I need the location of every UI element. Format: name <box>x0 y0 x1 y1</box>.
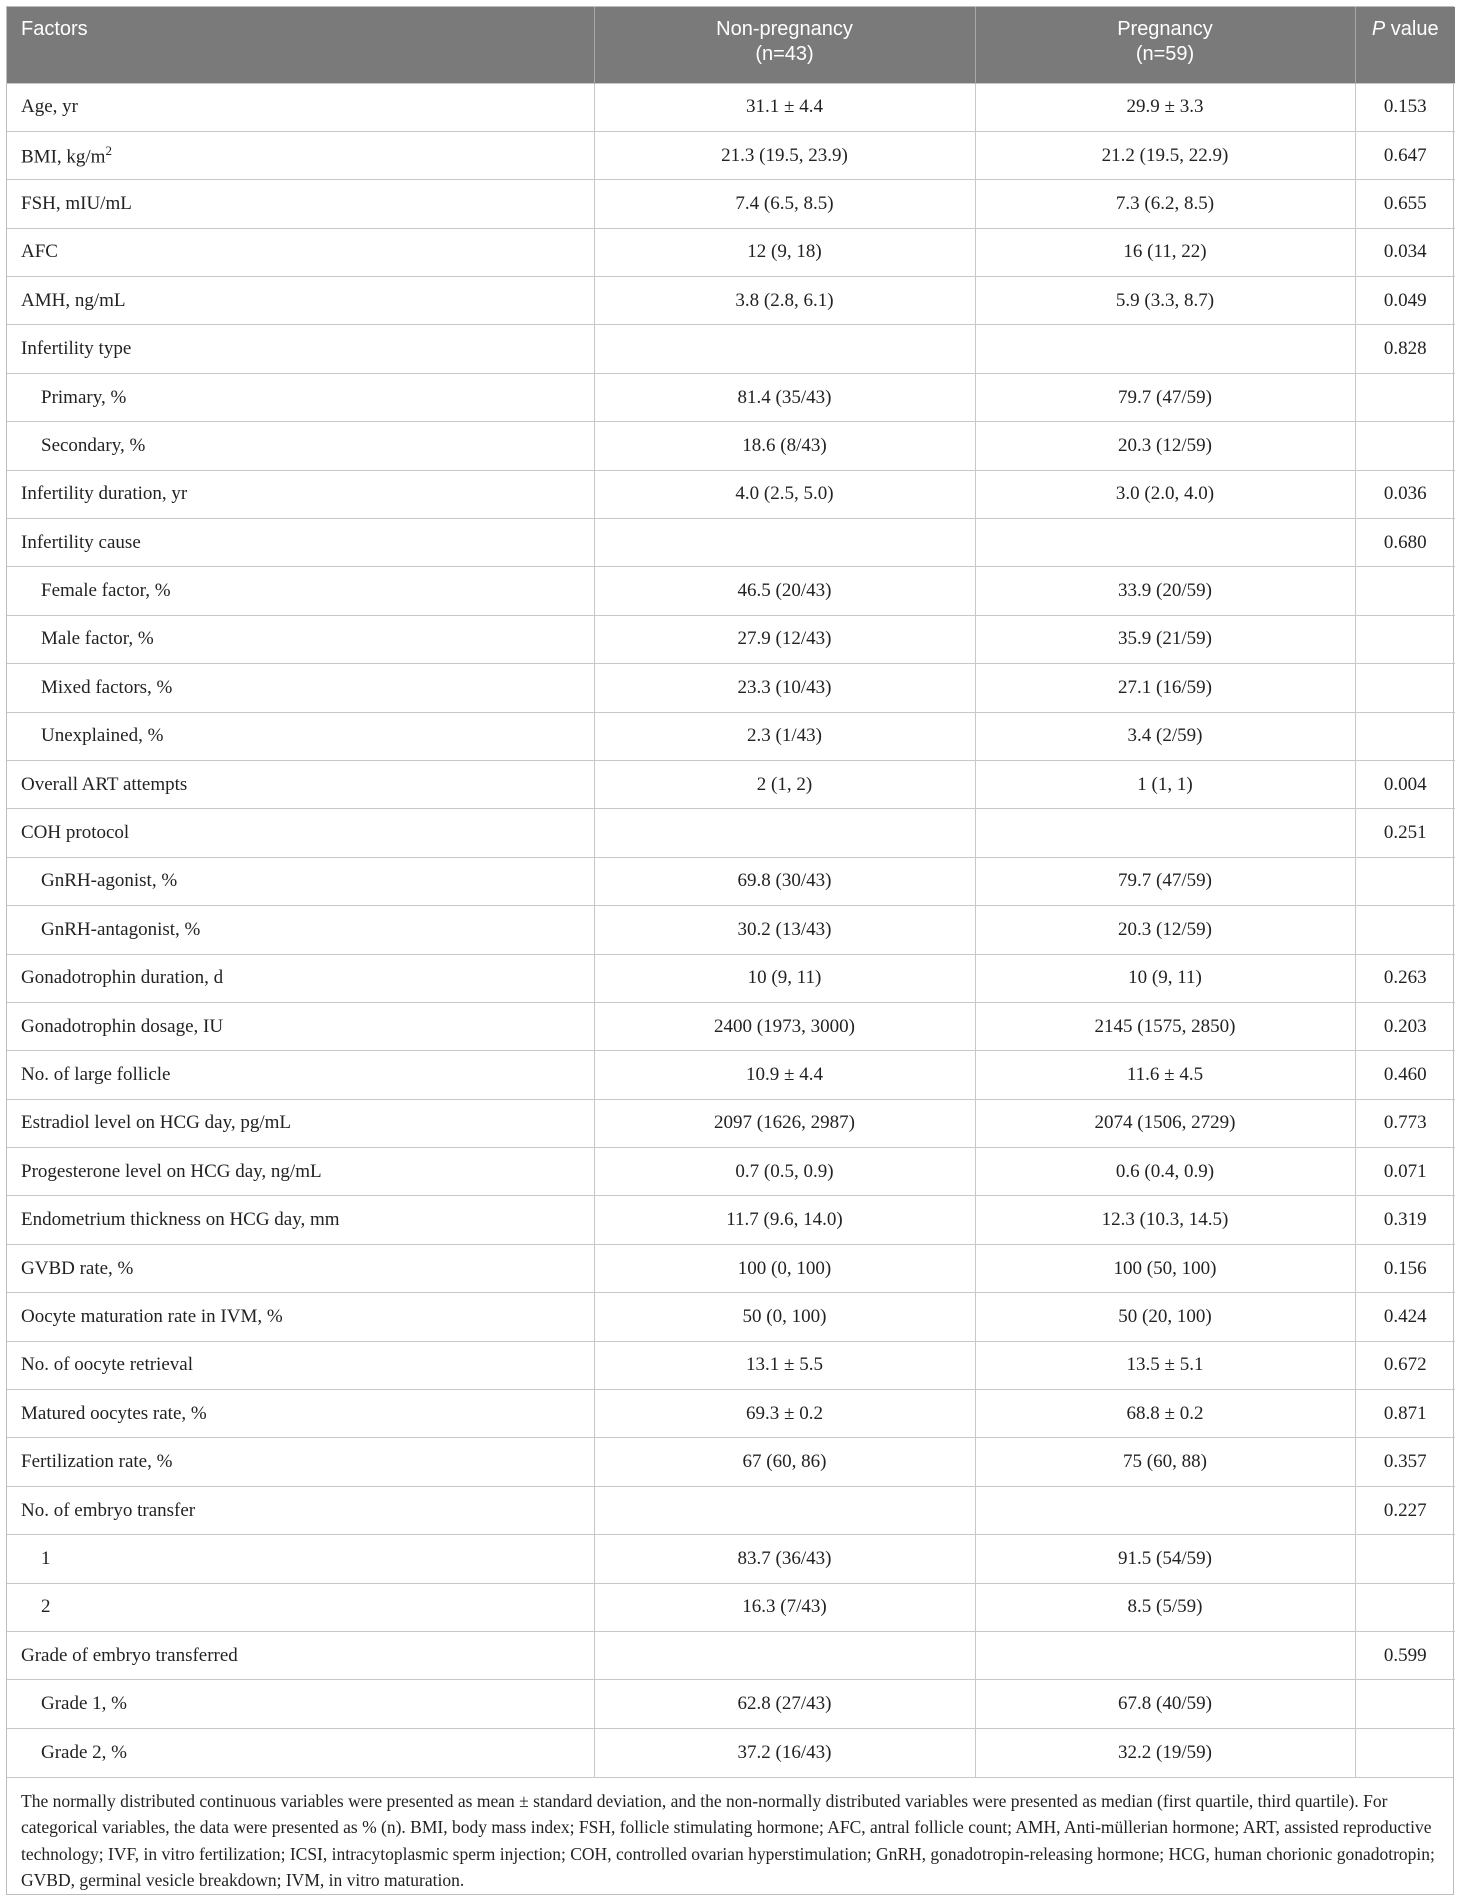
factor-label: Grade of embryo transferred <box>21 1644 238 1666</box>
cell-non-pregnancy: 83.7 (36/43) <box>594 1535 975 1583</box>
cell-factor <box>7 470 594 518</box>
table-row <box>7 470 1455 518</box>
cell-p-value <box>1355 567 1455 615</box>
cell-p-value <box>1355 906 1455 954</box>
cell-pregnancy: 20.3 (12/59) <box>975 422 1355 470</box>
cell-factor <box>7 1728 594 1776</box>
table-row <box>7 1148 1455 1196</box>
table-row <box>7 1051 1455 1099</box>
cell-factor <box>7 277 594 325</box>
cell-pregnancy: 32.2 (19/59) <box>975 1728 1355 1776</box>
cell-factor <box>7 1632 594 1680</box>
cell-pregnancy: 50 (20, 100) <box>975 1293 1355 1341</box>
cell-pregnancy <box>975 519 1355 567</box>
header-non-pregnancy-label: Non-pregnancy <box>716 18 853 40</box>
header-row <box>7 7 1455 83</box>
header-p-italic: P <box>1371 18 1386 40</box>
cell-non-pregnancy <box>594 1486 975 1534</box>
cell-p-value: 0.828 <box>1355 325 1455 373</box>
cell-factor <box>7 1486 594 1534</box>
cell-pregnancy <box>975 325 1355 373</box>
header-p-value <box>1355 7 1455 83</box>
cell-non-pregnancy <box>594 519 975 567</box>
table-row <box>7 131 1455 179</box>
cell-p-value <box>1355 1680 1455 1728</box>
cell-pregnancy: 0.6 (0.4, 0.9) <box>975 1148 1355 1196</box>
table-row <box>7 615 1455 663</box>
cell-pregnancy: 67.8 (40/59) <box>975 1680 1355 1728</box>
cell-p-value <box>1355 664 1455 712</box>
factor-label: BMI, kg/m <box>21 146 106 168</box>
cell-factor <box>7 1293 594 1341</box>
cell-p-value: 0.773 <box>1355 1099 1455 1147</box>
table-row <box>7 1632 1455 1680</box>
cell-factor <box>7 180 594 228</box>
cell-non-pregnancy: 3.8 (2.8, 6.1) <box>594 277 975 325</box>
cell-pregnancy: 20.3 (12/59) <box>975 906 1355 954</box>
cell-pregnancy: 3.0 (2.0, 4.0) <box>975 470 1355 518</box>
table-row <box>7 906 1455 954</box>
cell-non-pregnancy: 27.9 (12/43) <box>594 615 975 663</box>
cell-p-value: 0.871 <box>1355 1390 1455 1438</box>
cell-pregnancy: 29.9 ± 3.3 <box>975 83 1355 131</box>
cell-factor <box>7 615 594 663</box>
table-row <box>7 712 1455 760</box>
cell-p-value: 0.263 <box>1355 954 1455 1002</box>
table-row <box>7 1002 1455 1050</box>
cell-factor <box>7 83 594 131</box>
cell-factor <box>7 422 594 470</box>
cell-factor <box>7 131 594 179</box>
header-p-rest: value <box>1385 18 1439 40</box>
cell-non-pregnancy: 10.9 ± 4.4 <box>594 1051 975 1099</box>
factor-label: GnRH-agonist, % <box>41 870 178 892</box>
cell-factor <box>7 1438 594 1486</box>
cell-pregnancy: 16 (11, 22) <box>975 228 1355 276</box>
cell-factor <box>7 519 594 567</box>
cell-non-pregnancy <box>594 1632 975 1680</box>
factor-label: 1 <box>41 1547 51 1569</box>
table-row <box>7 373 1455 421</box>
cell-pregnancy <box>975 809 1355 857</box>
cell-pregnancy <box>975 1486 1355 1534</box>
cell-pregnancy: 13.5 ± 5.1 <box>975 1341 1355 1389</box>
cell-p-value: 0.647 <box>1355 131 1455 179</box>
cell-non-pregnancy <box>594 325 975 373</box>
factor-label: Oocyte maturation rate in IVM, % <box>21 1305 283 1327</box>
cell-non-pregnancy: 7.4 (6.5, 8.5) <box>594 180 975 228</box>
cell-non-pregnancy: 4.0 (2.5, 5.0) <box>594 470 975 518</box>
header-non-pregnancy-n: (n=43) <box>755 43 814 65</box>
factor-label: Fertilization rate, % <box>21 1451 173 1473</box>
table-row <box>7 1293 1455 1341</box>
factor-label: No. of embryo transfer <box>21 1499 196 1521</box>
cell-p-value: 0.071 <box>1355 1148 1455 1196</box>
factor-label: Male factor, % <box>41 628 154 650</box>
cell-factor <box>7 1099 594 1147</box>
header-pregnancy-label: Pregnancy <box>1117 18 1213 40</box>
factor-label: Matured oocytes rate, % <box>21 1402 207 1424</box>
cell-pregnancy: 2074 (1506, 2729) <box>975 1099 1355 1147</box>
factor-label: AMH, ng/mL <box>21 289 126 311</box>
cell-factor <box>7 1680 594 1728</box>
table-body <box>7 83 1455 1777</box>
cell-p-value <box>1355 1583 1455 1631</box>
table-row <box>7 180 1455 228</box>
cell-p-value: 0.599 <box>1355 1632 1455 1680</box>
factor-label: Unexplained, % <box>41 725 164 747</box>
cell-p-value <box>1355 422 1455 470</box>
factor-label: Infertility duration, yr <box>21 483 188 505</box>
cell-non-pregnancy: 10 (9, 11) <box>594 954 975 1002</box>
cell-non-pregnancy: 12 (9, 18) <box>594 228 975 276</box>
cell-p-value <box>1355 615 1455 663</box>
factor-label: FSH, mIU/mL <box>21 192 132 214</box>
cell-pregnancy: 2145 (1575, 2850) <box>975 1002 1355 1050</box>
factor-label: Female factor, % <box>41 580 171 602</box>
cell-factor <box>7 906 594 954</box>
cell-pregnancy: 27.1 (16/59) <box>975 664 1355 712</box>
table-row <box>7 809 1455 857</box>
factor-label: No. of oocyte retrieval <box>21 1354 193 1376</box>
cell-p-value: 0.034 <box>1355 228 1455 276</box>
cell-non-pregnancy: 21.3 (19.5, 23.9) <box>594 131 975 179</box>
cell-non-pregnancy: 2400 (1973, 3000) <box>594 1002 975 1050</box>
factor-label: Infertility cause <box>21 531 141 553</box>
factor-label: Grade 2, % <box>41 1741 127 1763</box>
table-row <box>7 1583 1455 1631</box>
table-row <box>7 760 1455 808</box>
factor-label: Primary, % <box>41 386 127 408</box>
cell-factor <box>7 228 594 276</box>
cell-factor <box>7 1196 594 1244</box>
cell-p-value: 0.036 <box>1355 470 1455 518</box>
cell-p-value <box>1355 373 1455 421</box>
factor-label: Infertility type <box>21 338 132 360</box>
table-row <box>7 277 1455 325</box>
table-header <box>7 7 1455 83</box>
factor-label: AFC <box>21 241 58 263</box>
cell-factor <box>7 1341 594 1389</box>
table-row <box>7 954 1455 1002</box>
cell-pregnancy: 8.5 (5/59) <box>975 1583 1355 1631</box>
cell-p-value <box>1355 712 1455 760</box>
cell-p-value <box>1355 1728 1455 1776</box>
factor-label: 2 <box>41 1596 51 1618</box>
cell-pregnancy: 12.3 (10.3, 14.5) <box>975 1196 1355 1244</box>
cell-p-value: 0.357 <box>1355 1438 1455 1486</box>
table-footnote: The normally distributed continuous variables were presented as mean ± standard deviation, and the non-normally distributed variables were presented as median (first quartile, third quartile). For categorical variables, the data were presented as % (n). BMI, body mass index; FSH, follicle stimulating hormone; AFC, antral follicle count; AMH, Anti-müllerian hormone; ART, assisted reproductive technology; IVF, in vitro fertilization; ICSI, intracytoplasmic sperm injection; COH, controlled ovarian hyperstimulation; GnRH, gonadotropin-releasing hormone; HCG, human chorionic gonadotropin; GVBD, germinal vesicle breakdown; IVM, in vitro maturation. <box>7 1777 1453 1894</box>
factor-label: GVBD rate, % <box>21 1257 134 1279</box>
table-row <box>7 1680 1455 1728</box>
header-factors: Factors <box>7 7 594 83</box>
factor-label: No. of large follicle <box>21 1064 171 1085</box>
cell-pregnancy: 91.5 (54/59) <box>975 1535 1355 1583</box>
table-row <box>7 857 1455 905</box>
factor-label: Grade 1, % <box>41 1693 127 1715</box>
cell-pregnancy <box>975 1632 1355 1680</box>
header-pregnancy <box>975 7 1355 83</box>
cell-factor <box>7 1002 594 1050</box>
cell-factor <box>7 954 594 1002</box>
cell-p-value: 0.460 <box>1355 1051 1455 1099</box>
factor-label: Overall ART attempts <box>21 773 188 795</box>
table-container <box>6 6 1454 1895</box>
cell-factor <box>7 712 594 760</box>
cell-non-pregnancy: 37.2 (16/43) <box>594 1728 975 1776</box>
cell-pregnancy: 10 (9, 11) <box>975 954 1355 1002</box>
cell-p-value: 0.672 <box>1355 1341 1455 1389</box>
cell-non-pregnancy: 67 (60, 86) <box>594 1438 975 1486</box>
cell-p-value: 0.203 <box>1355 1002 1455 1050</box>
table-row <box>7 1196 1455 1244</box>
factor-label: Age, yr <box>21 96 78 118</box>
cell-non-pregnancy: 16.3 (7/43) <box>594 1583 975 1631</box>
cell-factor <box>7 760 594 808</box>
header-pregnancy-n: (n=59) <box>1135 43 1195 65</box>
factor-label: Endometrium thickness on HCG day, mm <box>21 1209 340 1231</box>
table-row <box>7 1390 1455 1438</box>
factor-label: GnRH-antagonist, % <box>41 918 201 940</box>
table-row <box>7 83 1455 131</box>
cell-p-value: 0.156 <box>1355 1244 1455 1292</box>
cell-non-pregnancy: 11.7 (9.6, 14.0) <box>594 1196 975 1244</box>
cell-factor <box>7 1148 594 1196</box>
cell-p-value: 0.251 <box>1355 809 1455 857</box>
cell-p-value: 0.655 <box>1355 180 1455 228</box>
cell-non-pregnancy: 0.7 (0.5, 0.9) <box>594 1148 975 1196</box>
cell-non-pregnancy: 18.6 (8/43) <box>594 422 975 470</box>
factor-label: Estradiol level on HCG day, pg/mL <box>21 1112 291 1134</box>
cell-factor <box>7 1244 594 1292</box>
table-row <box>7 422 1455 470</box>
cell-non-pregnancy: 2 (1, 2) <box>594 760 975 808</box>
table-row <box>7 1728 1455 1776</box>
cell-non-pregnancy: 100 (0, 100) <box>594 1244 975 1292</box>
cell-p-value: 0.227 <box>1355 1486 1455 1534</box>
cell-p-value: 0.049 <box>1355 277 1455 325</box>
cell-factor <box>7 809 594 857</box>
factor-label: Progesterone level on HCG day, ng/mL <box>21 1160 322 1182</box>
cell-factor <box>7 1051 594 1099</box>
factor-label: Secondary, % <box>41 434 146 456</box>
cell-factor <box>7 325 594 373</box>
factor-superscript: 2 <box>105 142 112 158</box>
table-row <box>7 664 1455 712</box>
cell-p-value <box>1355 1535 1455 1583</box>
cell-non-pregnancy: 23.3 (10/43) <box>594 664 975 712</box>
cell-p-value: 0.004 <box>1355 760 1455 808</box>
cell-pregnancy: 68.8 ± 0.2 <box>975 1390 1355 1438</box>
cell-non-pregnancy: 30.2 (13/43) <box>594 906 975 954</box>
table-row <box>7 228 1455 276</box>
cell-non-pregnancy: 69.3 ± 0.2 <box>594 1390 975 1438</box>
header-non-pregnancy <box>594 7 975 83</box>
cell-pregnancy: 75 (60, 88) <box>975 1438 1355 1486</box>
cell-non-pregnancy: 2097 (1626, 2987) <box>594 1099 975 1147</box>
cell-pregnancy: 5.9 (3.3, 8.7) <box>975 277 1355 325</box>
table-row <box>7 1341 1455 1389</box>
table-row <box>7 1099 1455 1147</box>
cell-pregnancy: 79.7 (47/59) <box>975 373 1355 421</box>
cell-non-pregnancy: 62.8 (27/43) <box>594 1680 975 1728</box>
cell-pregnancy: 7.3 (6.2, 8.5) <box>975 180 1355 228</box>
cell-non-pregnancy: 69.8 (30/43) <box>594 857 975 905</box>
factor-label: Gonadotrophin dosage, IU <box>21 1015 224 1037</box>
cell-pregnancy: 100 (50, 100) <box>975 1244 1355 1292</box>
cell-factor <box>7 567 594 615</box>
cell-non-pregnancy: 50 (0, 100) <box>594 1293 975 1341</box>
factor-label: Mixed factors, % <box>41 676 173 698</box>
cell-non-pregnancy: 46.5 (20/43) <box>594 567 975 615</box>
table-row <box>7 1486 1455 1534</box>
cell-factor <box>7 1390 594 1438</box>
cell-pregnancy: 3.4 (2/59) <box>975 712 1355 760</box>
cell-non-pregnancy: 13.1 ± 5.5 <box>594 1341 975 1389</box>
cell-p-value: 0.153 <box>1355 83 1455 131</box>
cell-pregnancy: 79.7 (47/59) <box>975 857 1355 905</box>
cell-pregnancy: 1 (1, 1) <box>975 760 1355 808</box>
cell-pregnancy: 11.6 ± 4.5 <box>975 1051 1355 1099</box>
data-table <box>7 7 1455 1777</box>
cell-non-pregnancy: 31.1 ± 4.4 <box>594 83 975 131</box>
cell-non-pregnancy: 81.4 (35/43) <box>594 373 975 421</box>
cell-p-value: 0.319 <box>1355 1196 1455 1244</box>
cell-p-value: 0.680 <box>1355 519 1455 567</box>
factor-label: Gonadotrophin duration, d <box>21 967 224 989</box>
cell-factor <box>7 664 594 712</box>
cell-p-value <box>1355 857 1455 905</box>
table-row <box>7 1535 1455 1583</box>
cell-p-value: 0.424 <box>1355 1293 1455 1341</box>
factor-label: COH protocol <box>21 822 130 844</box>
cell-factor <box>7 1535 594 1583</box>
table-row <box>7 325 1455 373</box>
cell-factor <box>7 1583 594 1631</box>
cell-pregnancy: 35.9 (21/59) <box>975 615 1355 663</box>
table-row <box>7 1438 1455 1486</box>
cell-pregnancy: 21.2 (19.5, 22.9) <box>975 131 1355 179</box>
cell-non-pregnancy <box>594 809 975 857</box>
cell-factor <box>7 373 594 421</box>
table-row <box>7 567 1455 615</box>
table-row <box>7 1244 1455 1292</box>
cell-non-pregnancy: 2.3 (1/43) <box>594 712 975 760</box>
cell-factor <box>7 857 594 905</box>
table-row <box>7 519 1455 567</box>
cell-pregnancy: 33.9 (20/59) <box>975 567 1355 615</box>
